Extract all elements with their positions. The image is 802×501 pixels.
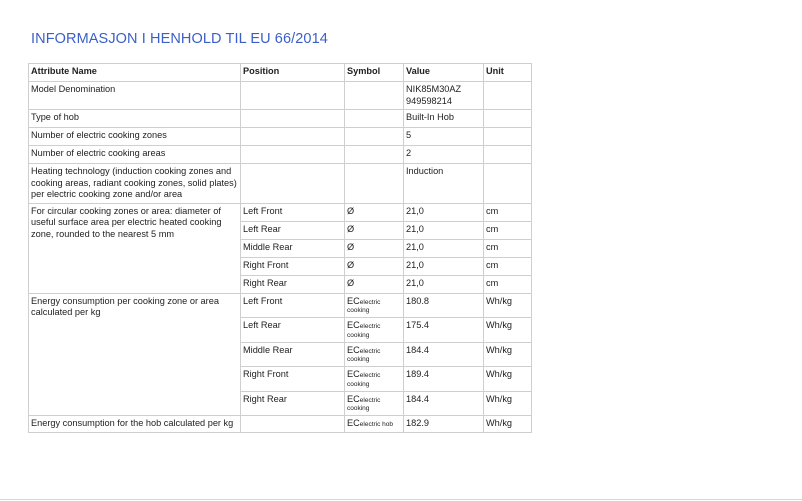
- table-row: [29, 128, 532, 146]
- symbol-cell: [345, 416, 404, 433]
- value-cell: Built-In Hob: [404, 110, 484, 128]
- symbol-cell: [345, 391, 404, 416]
- symbol-main: EC: [347, 393, 360, 404]
- symbol-main: EC: [347, 418, 360, 428]
- table-row: [29, 110, 532, 128]
- symbol-cell: Ø: [345, 275, 404, 293]
- table-row: [29, 203, 532, 221]
- unit-cell: cm: [484, 257, 532, 275]
- value-cell: 21,0: [404, 239, 484, 257]
- unit-cell: Wh/kg: [484, 342, 532, 367]
- position-cell: [241, 128, 345, 146]
- model-number: NIK85M30AZ: [406, 84, 462, 94]
- header-unit: Unit: [484, 64, 532, 82]
- unit-cell: Wh/kg: [484, 318, 532, 343]
- header-value: Value: [404, 64, 484, 82]
- value-cell: 175.4: [404, 318, 484, 343]
- symbol-subscript: electric: [359, 372, 381, 379]
- unit-cell: [484, 128, 532, 146]
- symbol-cell: [345, 342, 404, 367]
- value-cell: 5: [404, 128, 484, 146]
- value-cell: 21,0: [404, 275, 484, 293]
- symbol-cell: Ø: [345, 203, 404, 221]
- position-cell: Left Front: [241, 203, 345, 221]
- unit-cell: cm: [484, 221, 532, 239]
- unit-cell: cm: [484, 203, 532, 221]
- value-cell: 21,0: [404, 203, 484, 221]
- symbol-main: EC: [347, 369, 360, 379]
- symbol-main: EC: [347, 344, 360, 355]
- value-cell: 184.4: [404, 391, 484, 416]
- position-cell: Left Front: [241, 293, 345, 318]
- table-row: [29, 416, 532, 433]
- symbol-subscript: electric hob: [359, 421, 394, 428]
- value-cell: 189.4: [404, 367, 484, 392]
- position-cell: [241, 416, 345, 433]
- header-symbol: Symbol: [345, 64, 404, 82]
- position-cell: [241, 146, 345, 164]
- table-row: [29, 82, 532, 110]
- position-cell: Right Rear: [241, 275, 345, 293]
- position-cell: [241, 110, 345, 128]
- symbol-cell: [345, 367, 404, 392]
- page-divider: [0, 499, 802, 500]
- position-cell: Left Rear: [241, 221, 345, 239]
- product-number: 949598214: [406, 95, 452, 106]
- symbol-subscript-2: cooking: [347, 405, 370, 412]
- value-cell: 180.8: [404, 293, 484, 318]
- symbol-cell: Ø: [345, 221, 404, 239]
- symbol-subscript-2: cooking: [347, 356, 370, 363]
- attribute-name: Type of hob: [29, 110, 241, 128]
- value-cell: 21,0: [404, 221, 484, 239]
- symbol-subscript: electric: [359, 347, 381, 355]
- symbol-cell: [345, 293, 404, 318]
- table-header-row: [29, 64, 532, 82]
- position-cell: Left Rear: [241, 318, 345, 343]
- table-row: [29, 164, 532, 204]
- value-cell: 2: [404, 146, 484, 164]
- position-cell: Middle Rear: [241, 239, 345, 257]
- unit-cell: cm: [484, 239, 532, 257]
- attribute-name: Energy consumption for the hob calculated per kg: [29, 416, 241, 433]
- symbol-subscript: electric: [359, 298, 381, 306]
- attribute-name: Heating technology (induction cooking zones and cooking areas, radiant cooking zones, solid plates) per electric cooking zone and/or area: [29, 164, 241, 204]
- symbol-subscript: electric: [359, 396, 381, 404]
- position-cell: Right Front: [241, 367, 345, 392]
- symbol-cell: [345, 82, 404, 110]
- unit-cell: cm: [484, 275, 532, 293]
- attribute-name: Energy consumption per cooking zone or area calculated per kg: [29, 293, 241, 416]
- attribute-name: Model Denomination: [29, 82, 241, 110]
- page-title: INFORMASJON I HENHOLD TIL EU 66/2014: [31, 31, 328, 47]
- header-position: Position: [241, 64, 345, 82]
- unit-cell: Wh/kg: [484, 416, 532, 433]
- symbol-main: EC: [347, 320, 360, 330]
- table-row: [29, 293, 532, 318]
- symbol-cell: [345, 318, 404, 343]
- symbol-cell: [345, 146, 404, 164]
- symbol-subscript-2: cooking: [347, 331, 370, 339]
- unit-cell: Wh/kg: [484, 293, 532, 318]
- unit-cell: [484, 164, 532, 204]
- value-cell: [404, 82, 484, 110]
- position-cell: [241, 164, 345, 204]
- position-cell: [241, 82, 345, 110]
- value-cell: 21,0: [404, 257, 484, 275]
- symbol-cell: Ø: [345, 257, 404, 275]
- symbol-cell: [345, 164, 404, 204]
- value-cell: 182.9: [404, 416, 484, 433]
- attribute-name: For circular cooking zones or area: diameter of useful surface area per electric heated cooking zone, rounded to the nearest 5 mm: [29, 203, 241, 293]
- unit-cell: Wh/kg: [484, 367, 532, 392]
- unit-cell: Wh/kg: [484, 391, 532, 416]
- value-cell: Induction: [404, 164, 484, 204]
- position-cell: Right Front: [241, 257, 345, 275]
- symbol-cell: Ø: [345, 239, 404, 257]
- unit-cell: [484, 82, 532, 110]
- attribute-name: Number of electric cooking areas: [29, 146, 241, 164]
- symbol-main: EC: [347, 295, 360, 306]
- value-cell: 184.4: [404, 342, 484, 367]
- energy-info-table: [28, 63, 532, 433]
- position-cell: Right Rear: [241, 391, 345, 416]
- table-row: [29, 146, 532, 164]
- symbol-cell: [345, 128, 404, 146]
- unit-cell: [484, 146, 532, 164]
- symbol-cell: [345, 110, 404, 128]
- symbol-subscript-2: cooking: [347, 380, 370, 388]
- position-cell: Middle Rear: [241, 342, 345, 367]
- attribute-name: Number of electric cooking zones: [29, 128, 241, 146]
- unit-cell: [484, 110, 532, 128]
- header-attribute-name: Attribute Name: [29, 64, 241, 82]
- symbol-subscript: electric: [359, 323, 381, 330]
- symbol-subscript-2: cooking: [347, 307, 370, 314]
